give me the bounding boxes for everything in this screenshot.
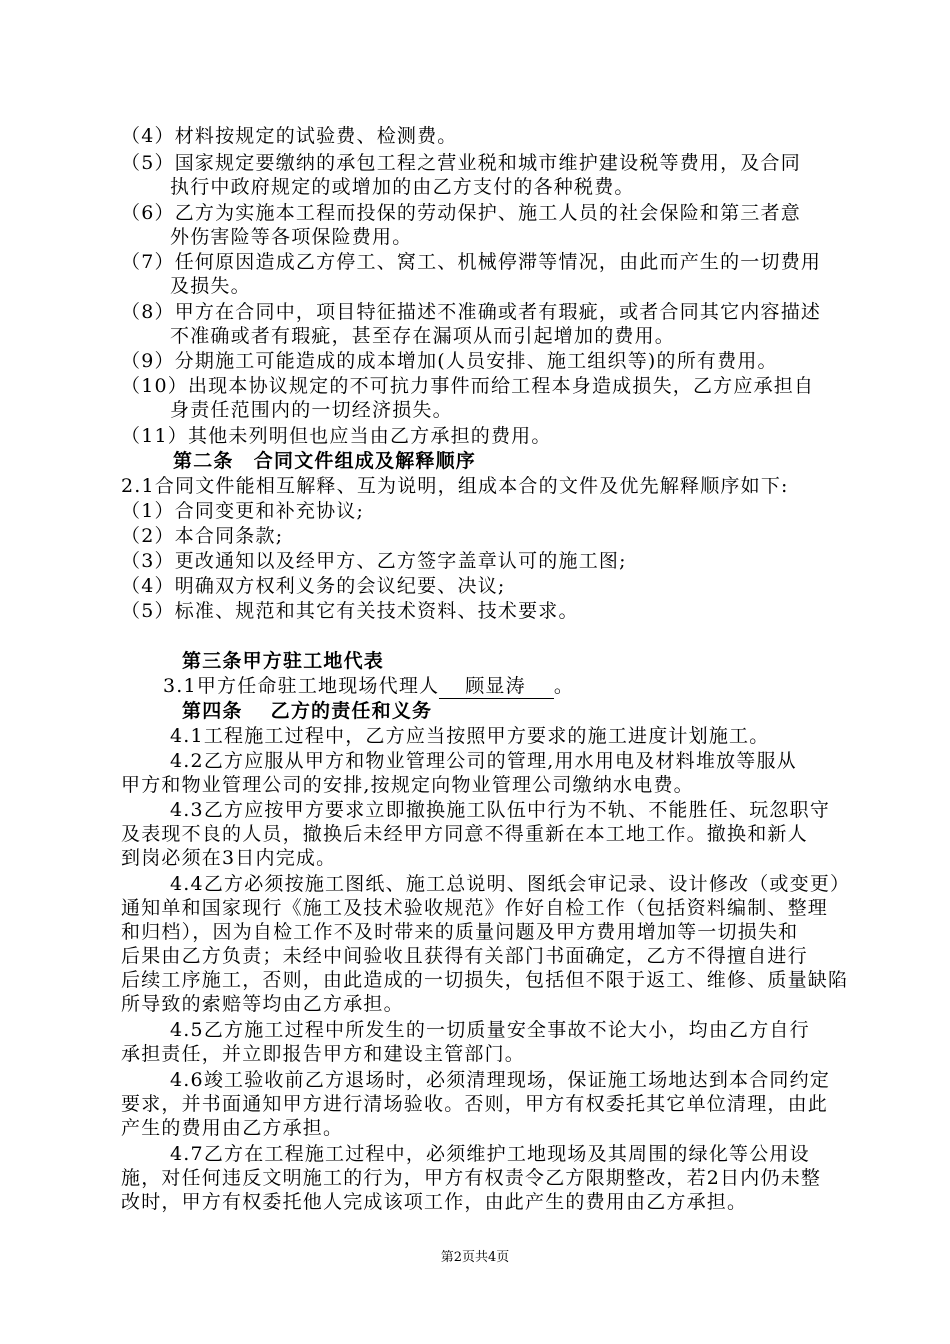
clause-4-6-line3: 产生的费用由乙方承担。 [121,1117,344,1139]
clause-2-1: 2.1合同文件能相互解释、互为说明，组成本合的文件及优先解释顺序如下: [121,475,789,497]
cost-item-10-line2: 身责任范围内的一切经济损失。 [170,399,453,421]
clause-4-4-line2: 通知单和国家现行《施工及技术验收规范》作好自检工作（包括资料编制、整理 [121,897,829,919]
document-order-item: （3）更改通知以及经甲方、乙方签字盖章认可的施工图; [121,550,627,572]
article-3-heading: 第三条甲方驻工地代表 [182,650,385,672]
document-order-item: （1）合同变更和补充协议; [121,500,365,522]
cost-item-8-line2: 不准确或者有瑕疵，甚至存在漏项从而引起增加的费用。 [170,325,676,347]
cost-item-6-line2: 外伤害险等各项保险费用。 [170,226,413,248]
clause-4-2-line1: 4.2乙方应服从甲方和物业管理公司的管理,用水用电及材料堆放等服从 [170,750,797,772]
clause-4-2-line2: 甲方和物业管理公司的安排,按规定向物业管理公司缴纳水电费。 [121,774,694,796]
clause-4-4-line3: 和归档），因为自检工作不及时带来的质量问题及甲方费用增加等一切损失和 [121,921,799,943]
document-order-item: （5）标准、规范和其它有关技术资料、技术要求。 [121,600,579,622]
clause-4-7-line1: 4.7乙方在工程施工过程中，必须维护工地现场及其周围的绿化等公用设 [170,1143,810,1165]
clause-4-3-line3: 到岗必须在3日内完成。 [121,847,337,869]
cost-item-7-line2: 及损失。 [170,275,251,297]
representative-name: 顾显涛 [439,674,554,699]
clause-4-4-line5: 后续工序施工，否则，由此造成的一切损失，包括但不限于返工、维修、质量缺陷 [121,969,849,991]
document-order-item: （4）明确双方权利义务的会议纪要、决议; [121,575,506,597]
clause-4-4-line4: 后果由乙方负责；未经中间验收且获得有关部门书面确定，乙方不得擅自进行 [121,945,808,967]
clause-4-3-line1: 4.3乙方应按甲方要求立即撤换施工队伍中行为不轨、不能胜任、玩忽职守 [170,799,831,821]
clause-4-3-line2: 及表现不良的人员，撤换后未经甲方同意不得重新在本工地工作。撤换和新人 [121,823,808,845]
clause-4-4-line1: 4.4乙方必须按施工图纸、施工总说明、图纸会审记录、设计修改（或变更） [170,873,851,895]
clause-4-1: 4.1工程施工过程中，乙方应当按照甲方要求的施工进度计划施工。 [170,725,770,747]
cost-item-9: （9）分期施工可能造成的成本增加(人员安排、施工组织等)的所有费用。 [121,350,778,372]
document-order-item: （2）本合同条款; [121,525,284,547]
cost-item-7-line1: （7）任何原因造成乙方停工、窝工、机械停滞等情况，由此而产生的一切费用 [121,251,822,273]
cost-item-8-line1: （8）甲方在合同中，项目特征描述不准确或者有瑕疵，或者合同其它内容描述 [121,301,822,323]
clause-3-1-suffix: 。 [553,675,575,697]
cost-item-4: （4）材料按规定的试验费、检测费。 [121,125,458,147]
clause-4-4-line6: 所导致的索赔等均由乙方承担。 [121,993,404,1015]
clause-4-5-line2: 承担责任，并立即报告甲方和建设主管部门。 [121,1043,526,1065]
clause-3-1 [163,674,574,699]
cost-item-10-line1: （10）出现本协议规定的不可抗力事件而给工程本身造成损失，乙方应承担自 [121,375,815,397]
clause-4-5-line1: 4.5乙方施工过程中所发生的一切质量安全事故不论大小，均由乙方自行 [170,1019,810,1041]
clause-3-1-prefix: 3.1甲方任命驻工地现场代理人 [163,675,440,697]
cost-item-6-line1: （6）乙方为实施本工程而投保的劳动保护、施工人员的社会保险和第三者意 [121,202,801,224]
clause-4-6-line2: 要求，并书面通知甲方进行清场验收。否则，甲方有权委托其它单位清理，由此 [121,1093,829,1115]
article-2-heading: 第二条 合同文件组成及解释顺序 [173,450,477,472]
article-4-heading: 第四条 乙方的责任和义务 [182,700,433,722]
page-number-footer: 第2页共4页 [440,1250,510,1265]
cost-item-11: （11）其他未列明但也应当由乙方承担的费用。 [121,425,552,447]
cost-item-5-line2: 执行中政府规定的或增加的由乙方支付的各种税费。 [170,176,635,198]
clause-4-6-line1: 4.6竣工验收前乙方退场时，必须清理现场，保证施工场地达到本合同约定 [170,1069,831,1091]
clause-4-7-line2: 施，对任何违反文明施工的行为，甲方有权责令乙方限期整改，若2日内仍未整 [121,1167,822,1189]
cost-item-5-line1: （5）国家规定要缴纳的承包工程之营业税和城市维护建设税等费用，及合同 [121,152,801,174]
clause-4-7-line3: 改时，甲方有权委托他人完成该项工作，由此产生的费用由乙方承担。 [121,1191,748,1213]
